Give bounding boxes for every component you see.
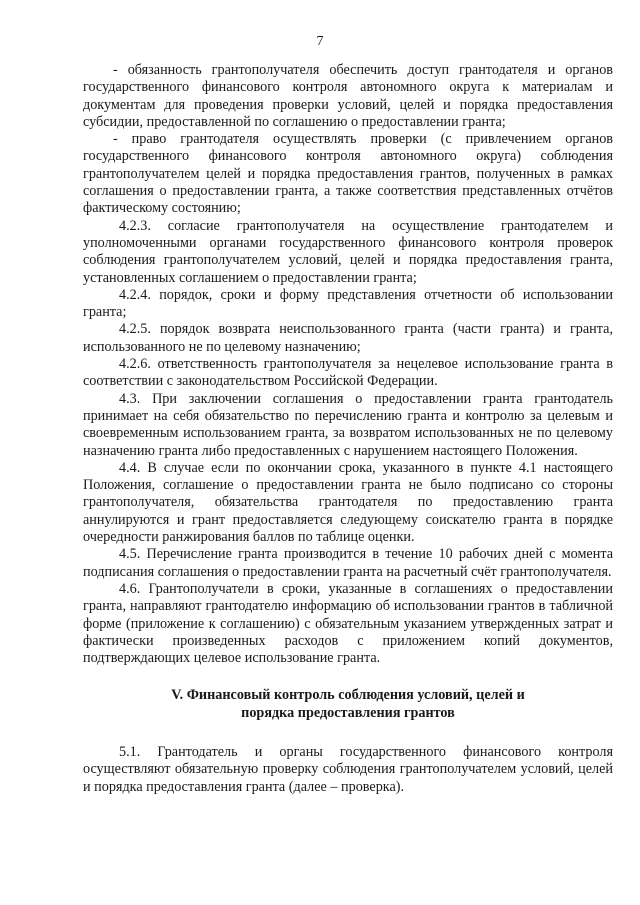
section-heading-line-2: порядка предоставления грантов [241, 704, 455, 721]
page-number: 7 [316, 34, 324, 49]
paragraph-access-obligation: - обязанность грантополучателя обеспечить доступ грантодателя и органов государственного финансового контроля автономного округа к материалам и документам для проведения проверки условий, целей и порядка предоставления субсидии, предоставленной по соглашению о предоставлении гранта; [83, 62, 613, 130]
section-heading-line-1: V. Финансовый контроль соблюдения условий, целей и [171, 687, 525, 704]
paragraph-4-3: 4.3. При заключении соглашения о предоставлении гранта грантодатель принимает на себя обязательство по перечислению гранта и контролю за целевым и своевременным использованием гранта, за возвратом использованных не по целевому назначению гранта либо предоставленных с нарушением настоящего Положения. [83, 390, 613, 459]
document-body [83, 62, 613, 796]
paragraph-4-2-6: 4.2.6. ответственность грантополучателя за нецелевое использование гранта в соответствии с законодательством Российской Федерации. [83, 356, 613, 390]
paragraph-4-2-3: 4.2.3. согласие грантополучателя на осуществление грантодателем и уполномоченными органами государственного финансового контроля проверок соблюдения грантополучателем условий, целей и порядка предоставления гранта, установленных соглашением о предоставлении гранта; [83, 217, 613, 286]
section-heading [83, 687, 613, 722]
paragraph-inspection-right: - право грантодателя осуществлять проверки (с привлечением органов государственного финансового контроля автономного округа) соблюдения грантополучателем целей и порядка предоставления грантов, полученных в рамках соглашения о предоставлении гранта, а также соответствия представленных отчётов фактическому состоянию; [83, 131, 613, 217]
paragraph-4-4: 4.4. В случае если по окончании срока, указанного в пункте 4.1 настоящего Положения, соглашение о предоставлении гранта не было подписано со стороны грантополучателя, обязательства грантодателя по предоставлению гранта аннулируются и грант предоставляется следующему соискателю гранта в порядке очередности ранжирования баллов по таблице оценки. [83, 459, 613, 546]
paragraph-4-5: 4.5. Перечисление гранта производится в течение 10 рабочих дней с момента подписания соглашения о предоставлении гранта на расчетный счёт грантополучателя. [83, 546, 613, 580]
paragraph-4-2-5: 4.2.5. порядок возврата неиспользованного гранта (части гранта) и гранта, использованного не по целевому назначению; [83, 321, 613, 355]
paragraph-4-6: 4.6. Грантополучатели в сроки, указанные в соглашениях о предоставлении гранта, направляют грантодателю информацию об использовании грантов в табличной форме (приложение к соглашению) с обязательным указанием утвержденных затрат и фактически произведенных расходов с приложением копий документов, подтверждающих целевое использование гранта. [83, 580, 613, 667]
paragraph-4-2-4: 4.2.4. порядок, сроки и форму представления отчетности об использовании гранта; [83, 286, 613, 321]
paragraph-5-1: 5.1. Грантодатель и органы государственного финансового контроля осуществляют обязательную проверку соблюдения грантополучателем условий, целей и порядка предоставления гранта (далее – проверка). [83, 743, 613, 795]
